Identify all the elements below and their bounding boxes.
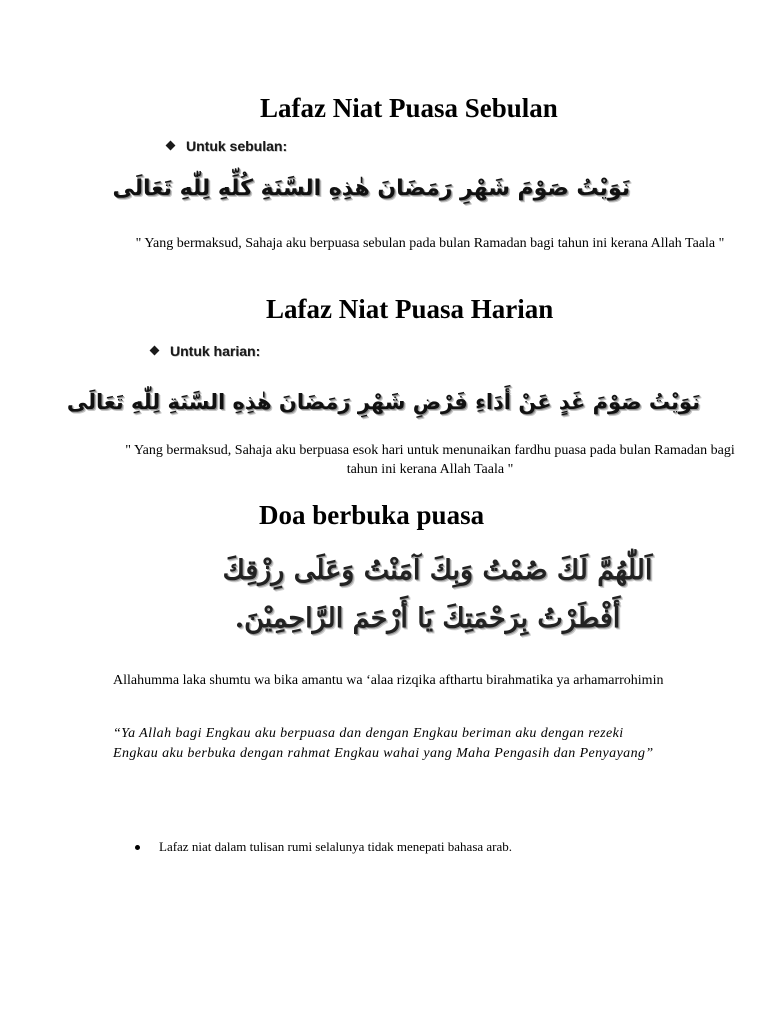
heading-doa: Doa berbuka puasa (259, 500, 485, 530)
note-text: Lafaz niat dalam tulisan rumi selalunya tidak menepati bahasa arab. (159, 839, 513, 854)
arabic-niat-sebulan: نَوَيْتُ صَوْمَ شَهْرِ رَمَضَانَ هٰذِهِ السَّنَةِ كُلِّهِ لِلّٰهِ تَعَالَى (112, 176, 630, 201)
label-untuk-sebulan (166, 138, 287, 154)
diamond-bullet-icon (166, 141, 176, 151)
label-text: Untuk sebulan: (186, 138, 288, 154)
arabic-doa-line1: اَللّٰهُمَّ لَكَ صُمْتُ وَبِكَ آمَنْتُ وَعَلَى رِزْقِكَ (222, 555, 653, 586)
label-text: Untuk harian: (170, 343, 261, 359)
label-untuk-harian (150, 343, 260, 359)
doa-transliteration: Allahumma laka shumtu wa bika amantu wa ‘alaa rizqika afthartu birahmatika ya arhamarrohimin (113, 673, 664, 688)
heading-sebulan: Lafaz Niat Puasa Sebulan (260, 93, 558, 123)
note-list-item (135, 839, 512, 855)
meaning-harian: " Yang bermaksud, Sahaja aku berpuasa esok hari untuk menunaikan fardhu puasa pada bulan Ramadan bagi tahun ini kerana Allah Taala " (125, 443, 735, 477)
diamond-bullet-icon (150, 346, 160, 356)
meaning-sebulan: " Yang bermaksud, Sahaja aku berpuasa sebulan pada bulan Ramadan bagi tahun ini kerana Allah Taala " (135, 236, 725, 251)
doa-translation: “Ya Allah bagi Engkau aku berpuasa dan dengan Engkau beriman aku dengan rezeki Engkau aku berbuka dengan rahmat Engkau wahai yang Maha Pengasih dan Penyayang” (113, 726, 654, 761)
arabic-niat-harian: نَوَيْتُ صَوْمَ غَدٍ عَنْ أَدَاءِ فَرْضِ شَهْرِ رَمَضَانَ هٰذِهِ السَّنَةِ لِلّٰهِ تَعَالَى (66, 390, 700, 414)
heading-harian: Lafaz Niat Puasa Harian (266, 294, 554, 324)
bullet-dot-icon (135, 845, 140, 850)
arabic-doa-line2: أَفْطَرْتُ بِرَحْمَتِكَ يَا أَرْحَمَ الرَّاحِمِيْنَ. (234, 603, 621, 634)
